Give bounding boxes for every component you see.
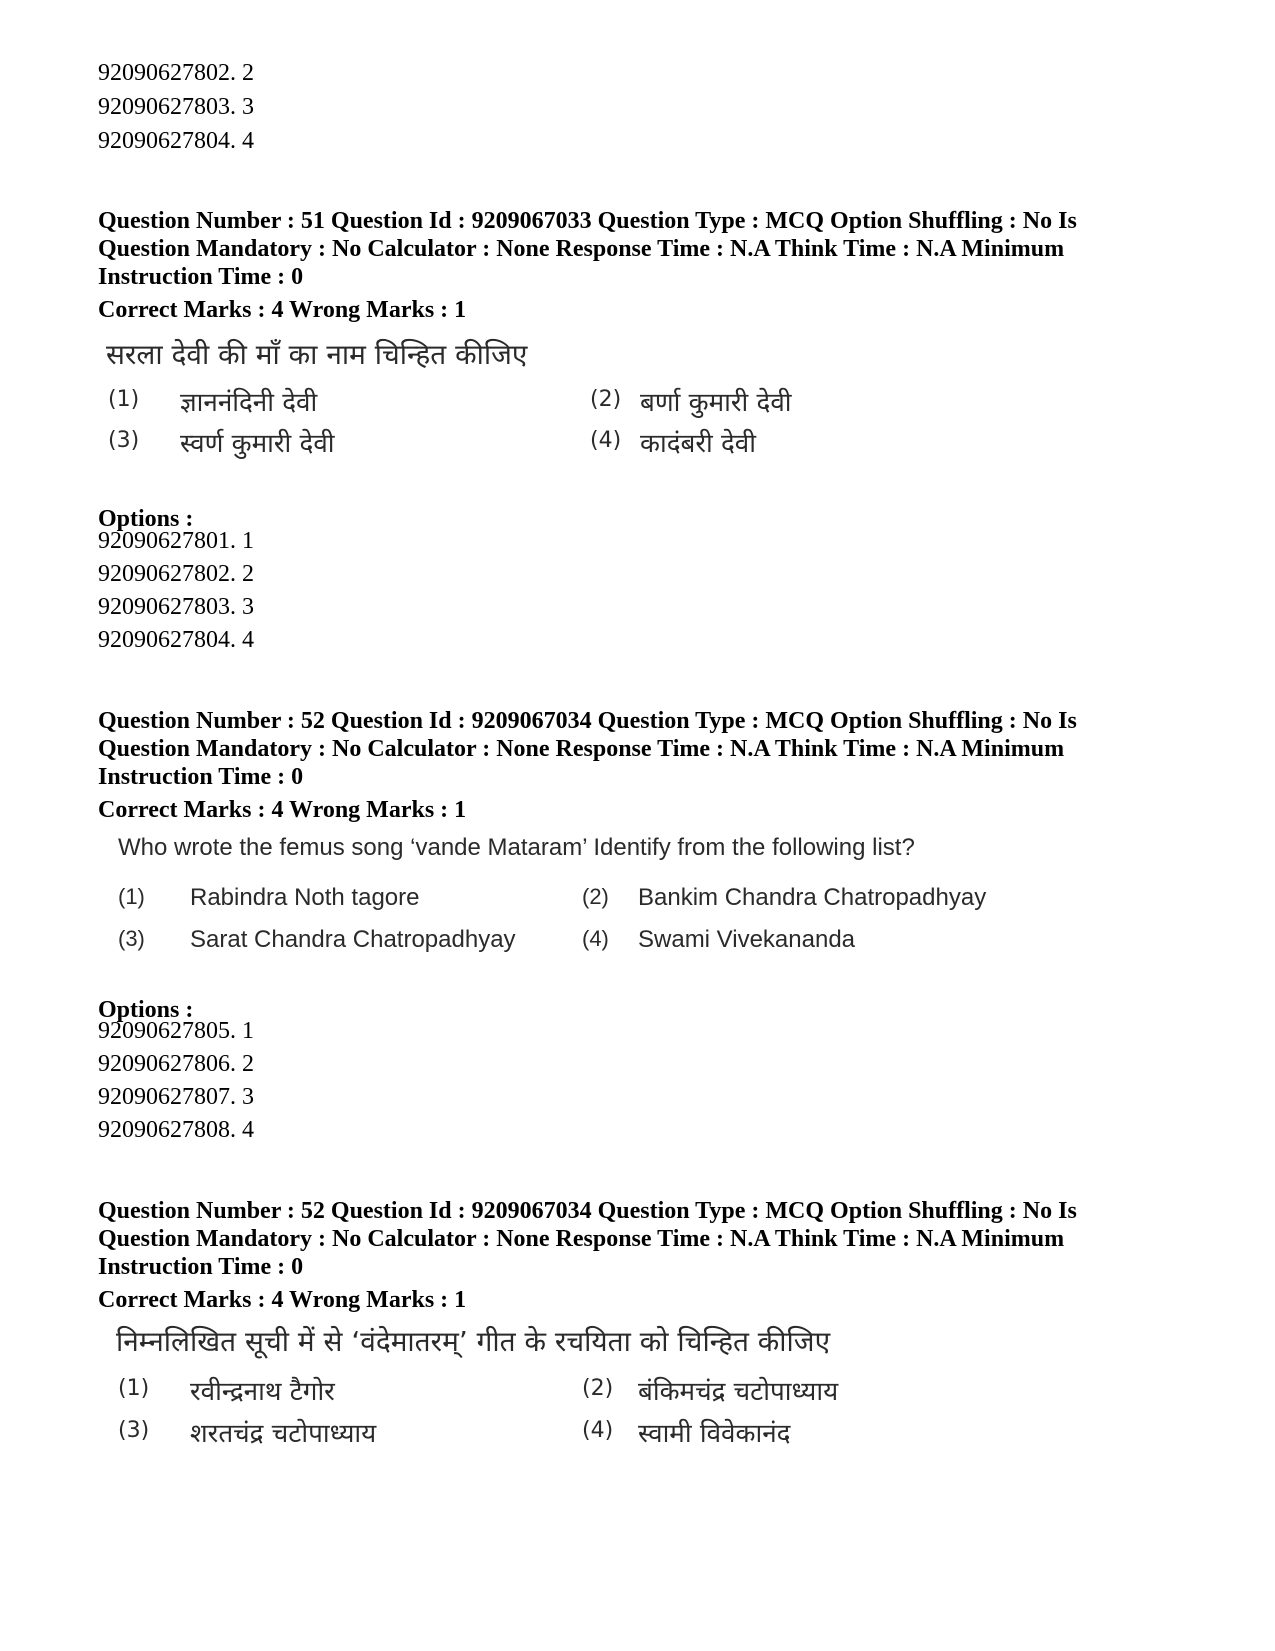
option-line: 92090627803. 3 — [98, 594, 254, 620]
choice-text: Rabindra Noth tagore — [190, 884, 420, 911]
choice-text: Swami Vivekananda — [638, 926, 856, 953]
choice-text: स्वर्ण कुमारी देवी — [180, 429, 335, 459]
question-text: Who wrote the femus song ‘vande Mataram’ Identify from the following list? — [118, 834, 915, 861]
option-line: 92090627805. 1 — [98, 1018, 254, 1044]
question-image — [98, 834, 1058, 964]
question-meta — [98, 207, 1208, 291]
option-line: 92090627801. 1 — [98, 528, 254, 554]
choice-number: (2) — [582, 884, 609, 909]
meta-line: Instruction Time : 0 — [98, 264, 304, 290]
marks-line: Correct Marks : 4 Wrong Marks : 1 — [98, 797, 467, 823]
marks-line: Correct Marks : 4 Wrong Marks : 1 — [98, 297, 467, 323]
choice-number: (1) — [118, 1376, 150, 1401]
choice-number: (4) — [582, 926, 609, 951]
meta-line: Instruction Time : 0 — [98, 764, 304, 790]
choice-number: (1) — [118, 884, 145, 909]
option-line: 92090627802. 2 — [98, 561, 254, 587]
choice-text: बर्णा कुमारी देवी — [640, 388, 792, 418]
choice-number: (2) — [590, 387, 622, 412]
meta-line: Instruction Time : 0 — [98, 1254, 304, 1280]
option-line: 92090627804. 4 — [98, 128, 254, 154]
choice-text: बंकिमचंद्र चटोपाध्याय — [638, 1377, 839, 1407]
choice-number: (1) — [108, 387, 140, 412]
question-text: सरला देवी की माँ का नाम चिन्हित कीजिए — [106, 338, 528, 371]
meta-line: Question Mandatory : No Calculator : None Response Time : N.A Think Time : N.A Minimum — [98, 1226, 1065, 1252]
question-image — [98, 1322, 1058, 1462]
question-image — [98, 335, 838, 475]
option-line: 92090627806. 2 — [98, 1051, 254, 1077]
option-line: 92090627807. 3 — [98, 1084, 254, 1110]
choice-text: ज्ञाननंदिनी देवी — [180, 388, 318, 418]
choice-number: (3) — [108, 428, 140, 453]
choice-number: (3) — [118, 1418, 150, 1443]
meta-line: Question Mandatory : No Calculator : None Response Time : N.A Think Time : N.A Minimum — [98, 736, 1065, 762]
choice-number: (2) — [582, 1376, 614, 1401]
option-line: 92090627803. 3 — [98, 94, 254, 120]
choice-text: रवीन्द्रनाथ टैगोर — [190, 1377, 335, 1407]
meta-line: Question Number : 52 Question Id : 9209067034 Question Type : MCQ Option Shuffling : No Is — [98, 708, 1077, 734]
choice-text: स्वामी विवेकानंद — [638, 1419, 791, 1449]
option-line: 92090627802. 2 — [98, 60, 254, 86]
choice-number: (4) — [590, 428, 622, 453]
meta-line: Question Number : 52 Question Id : 9209067034 Question Type : MCQ Option Shuffling : No Is — [98, 1198, 1077, 1224]
options-label: Options : — [98, 506, 194, 532]
choice-text: Bankim Chandra Chatropadhyay — [638, 884, 987, 911]
option-line: 92090627808. 4 — [98, 1117, 254, 1143]
choice-number: (4) — [582, 1418, 614, 1443]
question-meta — [98, 707, 1208, 791]
question-meta — [98, 1197, 1208, 1281]
options-label: Options : — [98, 997, 194, 1023]
meta-line: Question Mandatory : No Calculator : None Response Time : N.A Think Time : N.A Minimum — [98, 236, 1065, 262]
question-text: निम्नलिखित सूची में से ‘वंदेमातरम्’ गीत के रचयिता को चिन्हित कीजिए — [116, 1325, 831, 1358]
choice-text: कादंबरी देवी — [640, 429, 756, 459]
choice-text: Sarat Chandra Chatropadhyay — [190, 926, 516, 953]
meta-line: Question Number : 51 Question Id : 9209067033 Question Type : MCQ Option Shuffling : No Is — [98, 208, 1077, 234]
choice-text: शरतचंद्र चटोपाध्याय — [190, 1419, 377, 1449]
marks-line: Correct Marks : 4 Wrong Marks : 1 — [98, 1287, 467, 1313]
choice-number: (3) — [118, 926, 145, 951]
option-line: 92090627804. 4 — [98, 627, 254, 653]
